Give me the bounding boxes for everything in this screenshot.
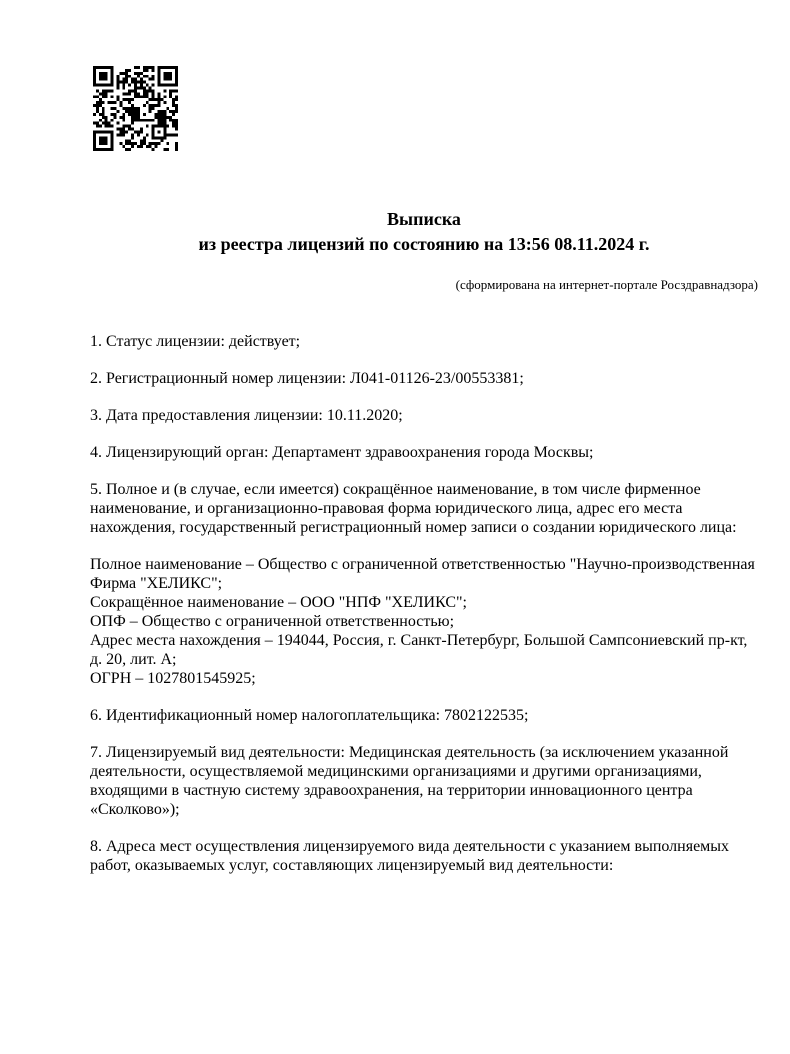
company-name-intro-item: 5. Полное и (в случае, если имеется) сокращённое наименование, в том числе фирменное наименование, и организационно-правовая форма юридического лица, адрес его места нахождения, государственный регистрационный номер записи о создании юридического лица: bbox=[90, 481, 737, 536]
company-opf: ОПФ – Общество с ограниченной ответственностью; bbox=[90, 613, 455, 630]
license-status-item: 1. Статус лицензии: действует; bbox=[90, 333, 301, 350]
document-title-line2: из реестра лицензий по состоянию на 13:56 08.11.2024 г. bbox=[198, 234, 650, 254]
company-short-name: Сокращённое наименование – ООО "НПФ "ХЕЛИКС"; bbox=[90, 594, 467, 611]
document-subtitle: (сформирована на интернет-портале Росздравнадзора) bbox=[455, 277, 758, 292]
licensed-activity-item: 7. Лицензируемый вид деятельности: Медицинская деятельность (за исключением указанной деятельности, осуществляемой медицинскими организациями и другими организациями, входящими в частную систему здравоохранения, на территории инновационного центра «Сколково»); bbox=[90, 744, 729, 818]
company-address: Адрес места нахождения – 194044, Россия, г. Санкт-Петербург, Большой Сампсониевский пр-кт, д. 20, лит. А; bbox=[90, 632, 748, 668]
grant-date-item: 3. Дата предоставления лицензии: 10.11.2020; bbox=[90, 407, 403, 424]
registration-number-item: 2. Регистрационный номер лицензии: Л041-01126-23/00553381; bbox=[90, 370, 524, 387]
document-title-line1: Выписка bbox=[387, 209, 461, 229]
company-full-name: Полное наименование – Общество с ограниченной ответственностью "Научно-производственная Фирма "ХЕЛИКС"; bbox=[90, 556, 755, 592]
company-details-block bbox=[90, 555, 758, 688]
document-title bbox=[90, 207, 758, 257]
company-ogrn: ОГРН – 1027801545925; bbox=[90, 670, 256, 687]
taxpayer-inn-item: 6. Идентификационный номер налогоплательщика: 7802122535; bbox=[90, 707, 529, 724]
qr-code-icon bbox=[93, 66, 178, 151]
document-body bbox=[90, 332, 758, 893]
licensing-authority-item: 4. Лицензирующий орган: Департамент здравоохранения города Москвы; bbox=[90, 444, 594, 461]
activity-addresses-intro-item: 8. Адреса мест осуществления лицензируемого вида деятельности с указанием выполняемых работ, оказываемых услуг, составляющих лицензируемый вид деятельности: bbox=[90, 838, 730, 874]
